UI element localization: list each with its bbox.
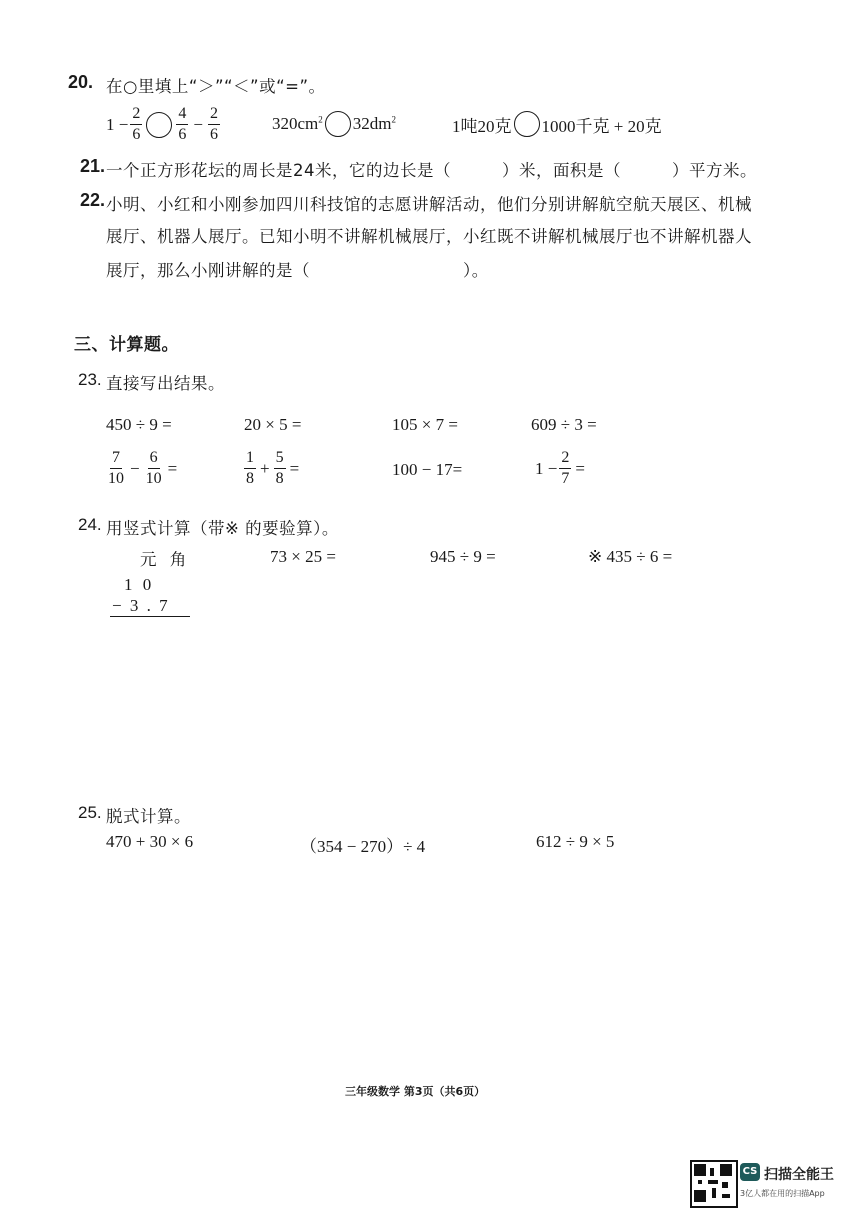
q20-prompt: 在○里填上“＞”“＜”或“=”。	[106, 77, 326, 96]
camscanner-logo: CS	[740, 1163, 760, 1181]
q21-text: 一个正方形花坛的周长是24米，它的边长是（ ）米，面积是（ ）平方米。	[106, 161, 757, 180]
compare-circle-3[interactable]	[514, 111, 540, 137]
q24-expr2: 945 ÷ 9 =	[430, 547, 496, 566]
q20-item3-left: 1吨20克	[452, 116, 512, 136]
q24-expr3: ※ 435 ÷ 6 =	[588, 547, 673, 566]
q24-expr1: 73 × 25 =	[270, 547, 336, 566]
q22-line1: 小明、小红和小刚参加四川科技馆的志愿讲解活动，他们分别讲解航空航天展区、机械	[106, 195, 752, 214]
q22-line3: 展厅，那么小刚讲解的是（ ）。	[106, 261, 489, 280]
q20-item3-right: 1000千克 + 20克	[541, 116, 662, 136]
q24-vertical-line	[110, 616, 190, 617]
q20-item1-minus: −	[193, 114, 203, 134]
page-footer: 三年级数学 第3页（共6页）	[345, 1085, 486, 1098]
q20-item1	[106, 106, 222, 143]
q24-unit-header: 元 角	[140, 550, 191, 569]
q25-expr2: （354 − 270）÷ 4	[300, 837, 426, 856]
watermark-brand: 扫描全能王	[764, 1167, 834, 1183]
q23-r2-a: $\frac{7}{10}$ − $\frac{6}{10}$ =	[108, 449, 178, 487]
q24-text: 用竖式计算（带※ 的要验算）。	[106, 519, 339, 538]
compare-circle-1[interactable]	[146, 112, 172, 138]
q23-r2-d: 1 − $\frac{2}{7}$ =	[535, 449, 585, 487]
q20-number: 20.	[68, 72, 94, 92]
q24-vertical-top: 1 0	[124, 575, 155, 594]
q22-number: 22.	[80, 190, 106, 210]
q25-number: 25.	[78, 803, 102, 822]
qr-code-icon	[690, 1160, 738, 1208]
q25-expr1: 470 + 30 × 6	[106, 832, 194, 851]
q23-r1-c: 105 × 7 =	[392, 415, 458, 434]
q21-number: 21.	[80, 156, 106, 176]
watermark-tagline: 3亿人都在用的扫描App	[740, 1189, 825, 1198]
q23-r1-b: 20 × 5 =	[244, 415, 302, 434]
q23-text: 直接写出结果。	[106, 374, 225, 393]
q22-line2: 展厅、机器人展厅。已知小明不讲解机械展厅，小红既不讲解机械展厅也不讲解机器人	[106, 227, 752, 246]
q20-item2	[272, 111, 396, 137]
q20-item2-left: $320cm^2$	[272, 114, 323, 133]
section3-title: 三、计算题。	[74, 335, 179, 355]
q24-vertical-bottom: − 3 . 7	[112, 596, 170, 615]
q23-r2-b: $\frac{1}{8}$ + $\frac{5}{8}$ =	[246, 449, 300, 487]
q20-item3	[452, 111, 662, 137]
q24-number: 24.	[78, 515, 102, 534]
q20-frac3: $\frac{2}{6}$	[209, 105, 218, 143]
q23-r2-c: 100 − 17=	[392, 460, 463, 479]
q20-item1-lead: 1 −	[106, 114, 129, 134]
q20-frac1: $\frac{2}{6}$	[132, 105, 141, 143]
q20-frac2: $\frac{4}{6}$	[178, 105, 187, 143]
q25-text: 脱式计算。	[106, 807, 191, 826]
q23-r1-d: 609 ÷ 3 =	[531, 415, 597, 434]
q23-r1-a: 450 ÷ 9 =	[106, 415, 172, 434]
q25-expr3: 612 ÷ 9 × 5	[536, 832, 615, 851]
q23-number: 23.	[78, 370, 102, 389]
compare-circle-2[interactable]	[325, 111, 351, 137]
q20-item2-right: $32dm^2$	[352, 114, 397, 133]
